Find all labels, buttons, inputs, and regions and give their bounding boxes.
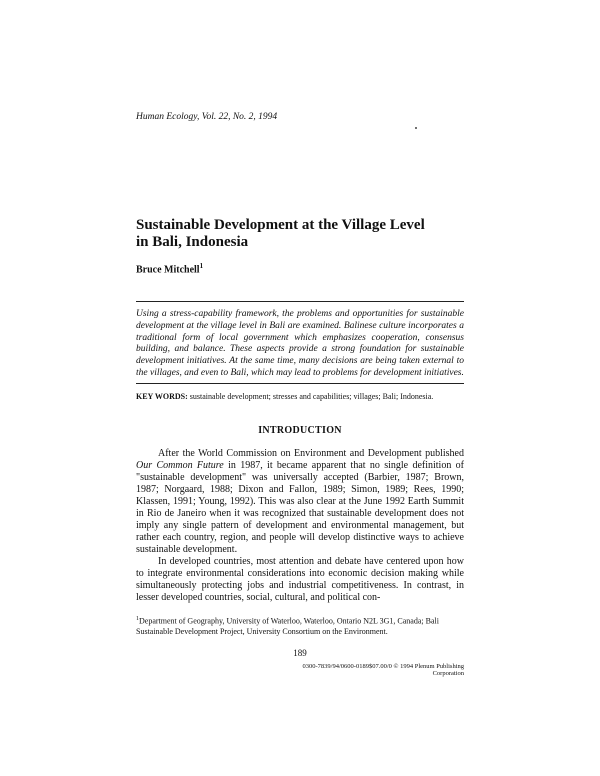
footnote-mark: 1: [136, 616, 139, 622]
body-text: [136, 448, 464, 604]
section-heading: INTRODUCTION: [258, 425, 342, 436]
paragraph-2: In developed countries, most attention and debate have centered upon how to integrate environmental considerations into economic decision making while simultaneously protecting jobs and industrial competitiveness. In contrast, in lesser developed countries, social, cultural, and political con-: [136, 556, 464, 603]
title-line-1: Sustainable Development at the Village Level: [136, 217, 425, 233]
author-footnote-mark: 1: [199, 262, 204, 270]
journal-citation: Human Ecology, Vol. 22, No. 2, 1994: [136, 112, 278, 122]
page-number: 189: [293, 648, 307, 658]
footnote: [136, 614, 464, 637]
abstract-top-rule: [136, 301, 464, 302]
paragraph-1: [136, 448, 464, 556]
title-line-2: in Bali, Indonesia: [136, 234, 249, 250]
book-title: Our Common Future: [136, 460, 224, 471]
abstract: Using a stress-capability framework, the problems and opportunities for sustainable development at the village level in Bali are examined. Balinese culture incorporates a traditional form of local government which emphasizes cooperation, consensus building, and balance. These aspects provide a strong foundation for sustainable development initiatives. At the same time, many decisions are being taken external to the villages, and even to Bali, which may lead to problems for development initiatives.: [136, 309, 464, 378]
keywords-label: KEY WORDS:: [136, 392, 188, 401]
keywords-text: sustainable development; stresses and capabilities; villages; Bali; Indonesia.: [187, 392, 434, 401]
abstract-bottom-rule: [136, 383, 464, 384]
author-name: Bruce Mitchell: [136, 264, 200, 276]
paragraph-1-start: After the World Commission on Environment and Development published: [158, 448, 464, 459]
margin-dot: [415, 127, 417, 129]
keywords: [136, 392, 466, 402]
author: [136, 262, 203, 275]
paragraph-1-rest: in 1987, it became apparent that no single definition of "sustainable development" was universally accepted (Barbier, 1987; Brown, 1987; Norgaard, 1988; Dixon and Fallon, 1989; Simon, 1989; Rees, 1990; Klassen, 1991; Young, 1992). This was also clear at the June 1992 Earth Summit in Rio de Janeiro when it was recognized that sustainable development does not imply any single pattern of development and environmental management, but rather each country, region, and people will develop distinctive ways to achieve sustainable development.: [136, 460, 464, 555]
copyright-line: 0300-7839/94/0600-0189$07.00/0 © 1994 Plenum Publishing Corporation: [302, 663, 464, 677]
footnote-text: Department of Geography, University of Waterloo, Waterloo, Ontario N2L 3G1, Canada; Bali Sustainable Development Project, University Consortium on the Environment.: [136, 616, 439, 636]
article-title: [136, 217, 466, 251]
